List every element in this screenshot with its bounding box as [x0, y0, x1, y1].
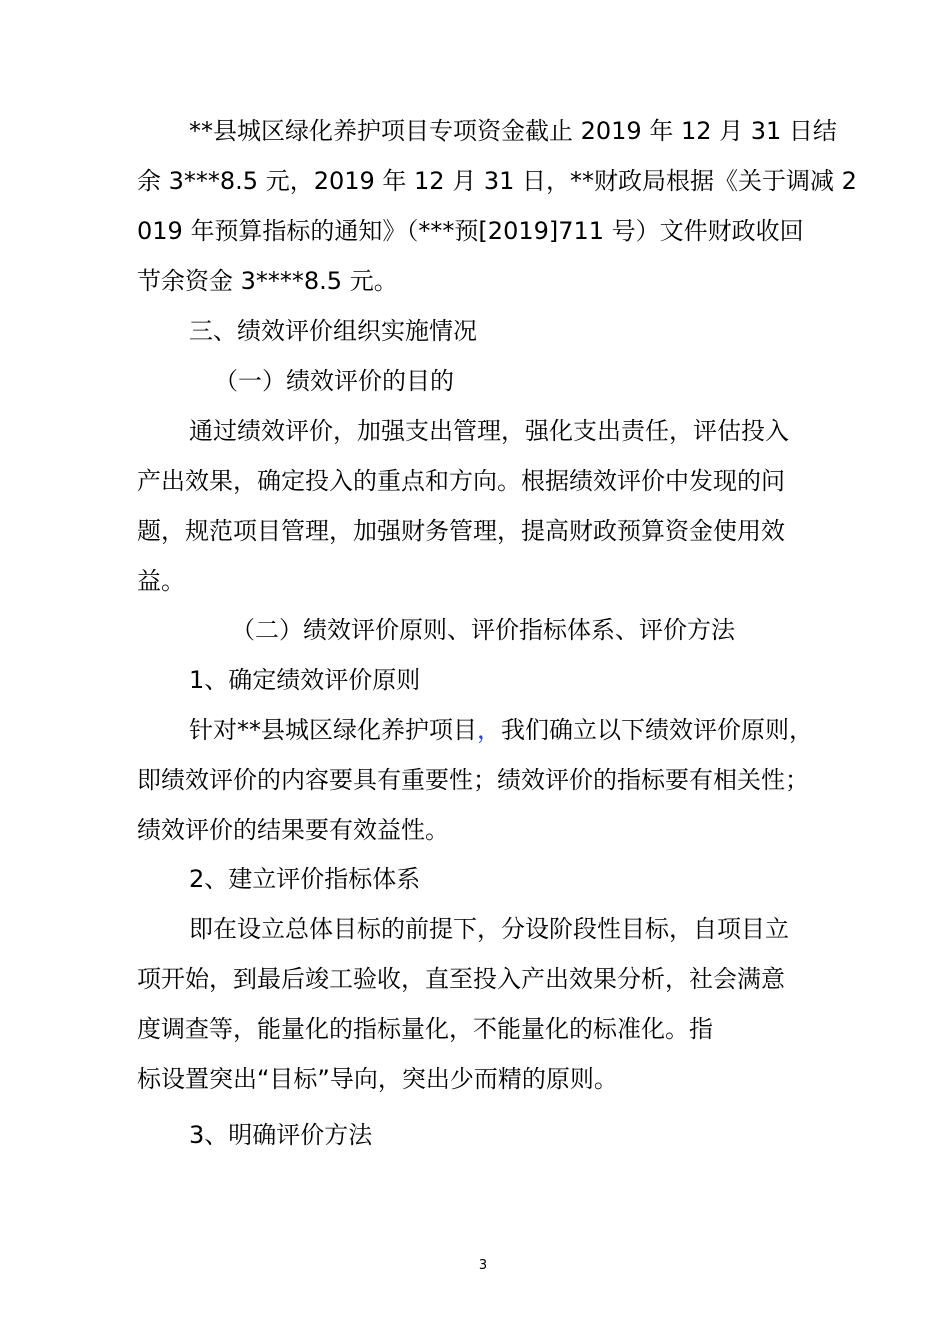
paragraph-line: 通过绩效评价，加强支出管理，强化支出责任，评估投入	[189, 417, 789, 445]
paragraph-line: 度调查等，能量化的指标量化，不能量化的标准化。指	[137, 1015, 713, 1043]
paragraph-line: 题，规范项目管理，加强财务管理，提高财政预算资金使用效	[137, 517, 785, 545]
paragraph-line: 即在设立总体目标的前提下，分设阶段性目标，自项目立	[189, 915, 789, 943]
item-heading: 3、明确评价方法	[189, 1121, 373, 1149]
paragraph-line: 标设置突出“目标”导向，突出少而精的原则。	[137, 1065, 618, 1093]
subsection-heading: （二）绩效评价原则、评价指标体系、评价方法	[231, 616, 735, 644]
paragraph-line: 益。	[137, 567, 185, 595]
paragraph-line: 余 3***8.5 元，2019 年 12 月 31 日，**财政局根据《关于调减 2	[137, 167, 857, 195]
paragraph-text: 针对**县城区绿化养护项目	[189, 716, 477, 744]
subsection-heading: （一）绩效评价的目的	[214, 367, 454, 395]
page-number: 3	[478, 1258, 488, 1273]
item-heading: 2、建立评价指标体系	[189, 865, 421, 893]
paragraph-line	[189, 715, 813, 745]
paragraph-text: 我们确立以下绩效评价原则，	[501, 716, 813, 744]
highlighted-comma: ，	[477, 716, 501, 744]
paragraph-line: 项开始，到最后竣工验收，直至投入产出效果分析，社会满意	[137, 965, 785, 993]
paragraph-line: 绩效评价的结果要有效益性。	[137, 816, 449, 844]
paragraph-line: **县城区绿化养护项目专项资金截止 2019 年 12 月 31 日结	[189, 117, 837, 145]
paragraph-line: 即绩效评价的内容要具有重要性；绩效评价的指标要有相关性；	[137, 766, 809, 794]
paragraph-line: 019 年预算指标的通知》（***预[2019]711 号）文件财政收回	[137, 217, 804, 245]
item-heading: 1、确定绩效评价原则	[189, 666, 421, 694]
paragraph-line: 节余资金 3****8.5 元。	[137, 267, 398, 295]
paragraph-line: 产出效果，确定投入的重点和方向。根据绩效评价中发现的问	[137, 467, 785, 495]
section-heading: 三、绩效评价组织实施情况	[189, 317, 477, 345]
